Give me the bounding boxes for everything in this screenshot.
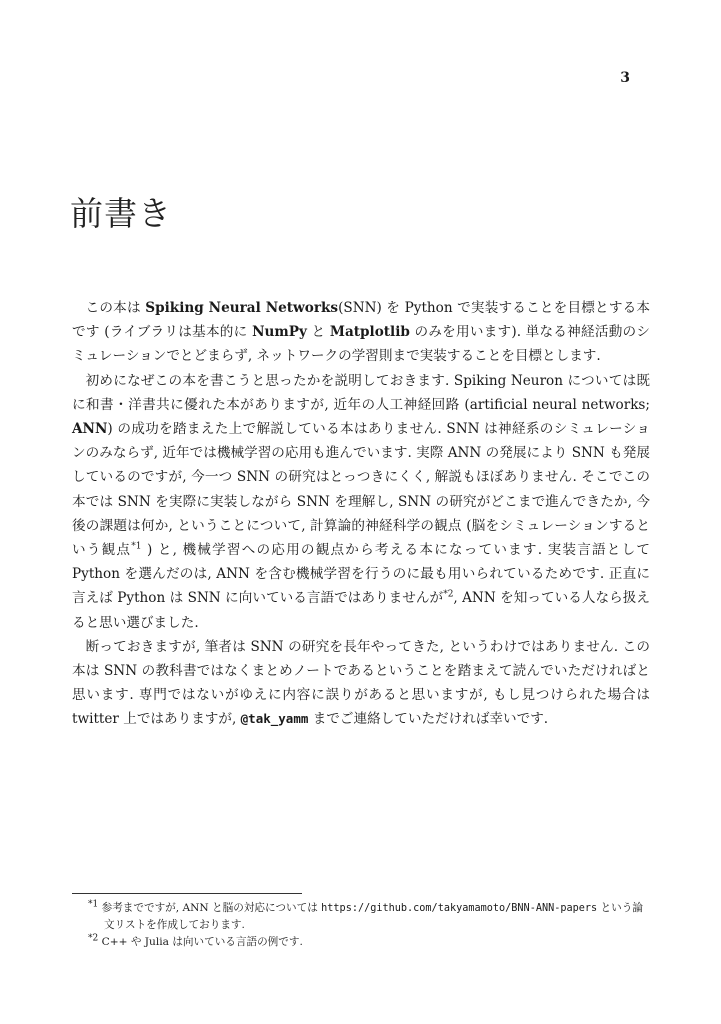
text-span: ) の成功を踏まえた上で解説している本はありません. SNN は神経系のシミュレーションのみならず, 近年では機械学習の応用も進んでいます. 実際 ANN の発展により SNN も発展しているのですが, 今一つ SNN の研究はとっつきにくく, 解説もほぼありません. そこでこの本では SNN を実際に実装しながら SNN を理解し, SNN の研究がどこまで進んできたか, 今後の課題は何か, ということについて, 計算論的神経科学の観点 (脳をシミュレーションするという観点 [72,421,650,559]
footnote-url-link[interactable]: https://github.com/takyamamoto/BNN-ANN-papers [321,903,598,914]
footnote-text: C++ や Julia は向いている言語の例です. [101,936,303,948]
twitter-handle[interactable]: @tak_yamm [240,711,309,727]
term-matplotlib: Matplotlib [329,324,410,341]
text-span: ) と, 機械学習への応用の観点から考える本になっています. 実装言語として Python を選んだのは, ANN を含む機械学習を行うのに最も用いられているためです. 正直に言えば Python は SNN に向いている言語ではありませんが [72,542,651,607]
footnote-ref-2[interactable]: *2 [443,589,454,600]
body-text [72,296,650,732]
chapter-title: 前書き [70,194,172,233]
text-span: , ANN を知っている人なら扱えると思い選びました. [72,590,650,631]
term-spiking-neural-networks: Spiking Neural Networks [145,300,339,316]
footnote-text: という論文リストを作成しております. [104,902,643,931]
paragraph-1 [72,296,650,369]
footnote-mark: *2 [88,933,99,944]
term-ann: ANN [72,421,108,438]
footnote-text: 参考までですが, ANN と脳の対応については [101,902,322,914]
page-number: 3 [620,70,630,86]
footnote-2 [72,934,652,951]
paragraph-3 [72,635,650,732]
text-span: (SNN) を Python で実装することを目標とする本です (ライブラリは基本的に [72,300,651,341]
paragraph-2 [72,369,650,635]
text-span: と [306,324,330,341]
footnote-1 [72,900,652,934]
text-span: のみを用います). 単なる神経活動のシミュレーションでとどまらず, ネットワークの学習則まで実装することを目標とします. [72,324,650,365]
text-span: 初めになぜこの本を書こうと思ったかを説明しておきます. Spiking Neuron については既に和書・洋書共に優れた本がありますが, 近年の人工神経回路 (artificial neural networks; [72,372,650,413]
text-span: 断っておきますが, 筆者は SNN の研究を長年やってきた, というわけではありません. この本は SNN の教科書ではなくまとめノートであるということを踏まえて読んでいただければと思います. 専門ではないがゆえに内容に誤りがあると思いますが, もし見つけられた場合は twitter 上ではありますが, [72,638,650,728]
text-span: この本は [85,300,146,316]
footnotes [72,900,652,951]
text-span: までご連絡していただければ幸いです. [308,711,549,728]
footnote-divider [72,893,302,894]
term-numpy: NumPy [252,324,307,341]
footnote-mark: *1 [88,899,99,910]
footnote-ref-1[interactable]: *1 [131,541,142,552]
